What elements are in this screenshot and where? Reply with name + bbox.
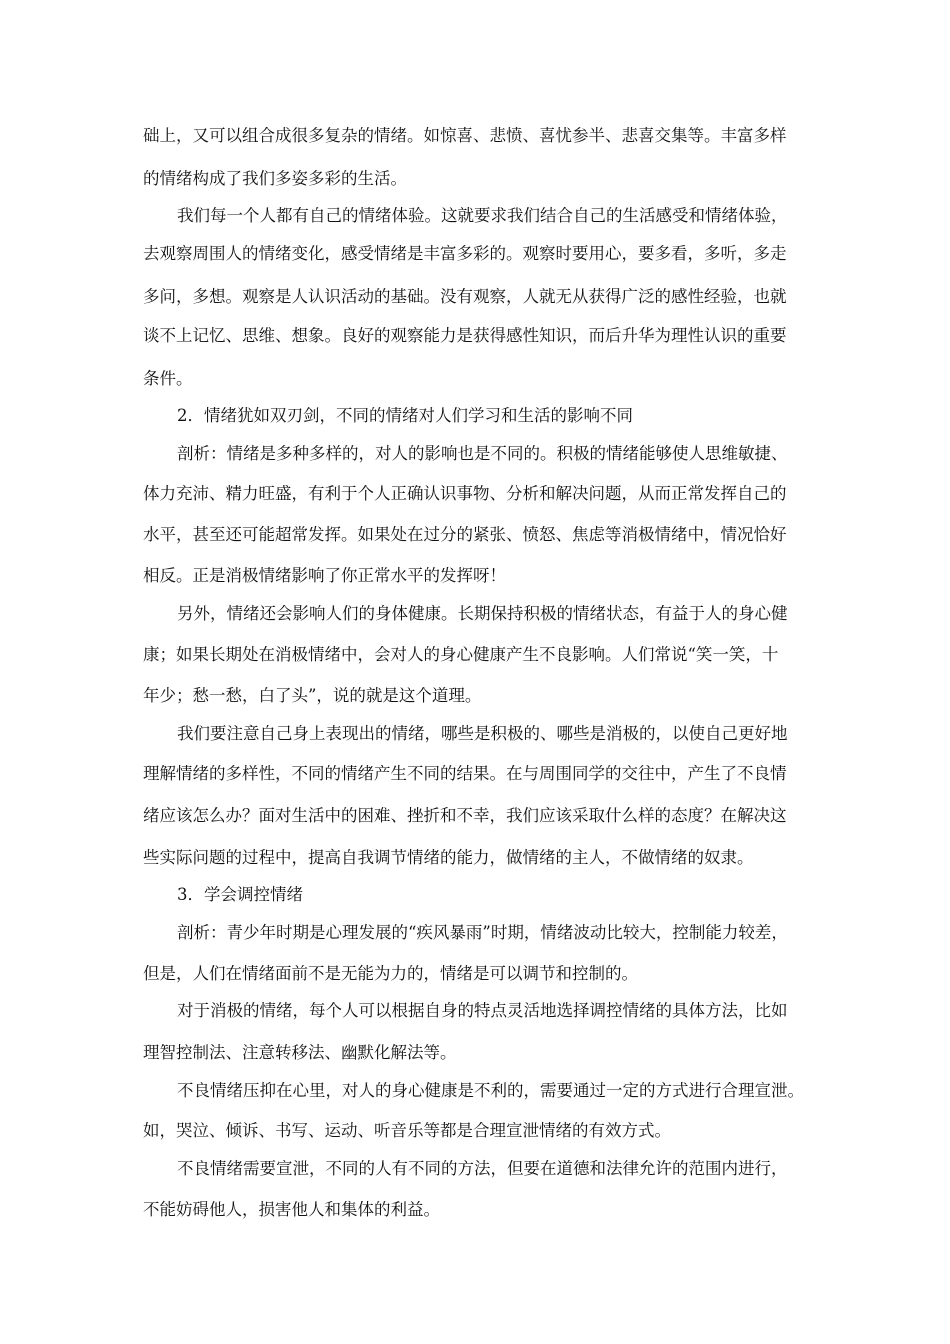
paragraph-first-line: 我们每一个人都有自己的情绪体验。这就要求我们结合自己的生活感受和情绪体验， [177, 206, 788, 225]
paragraph-first-line: 对于消极的情绪，每个人可以根据自身的特点灵活地选择调控情绪的具体方法，比如 [177, 1001, 788, 1020]
text-line: 础上，又可以组合成很多复杂的情绪。如惊喜、悲愤、喜忧参半、悲喜交集等。丰富多样 [143, 126, 787, 145]
text-line: 去观察周围人的情绪变化，感受情绪是丰富多彩的。观察时要用心，要多看，多听，多走 [143, 244, 787, 263]
text-line: 的情绪构成了我们多姿多彩的生活。 [143, 169, 407, 188]
paragraph-first-line: 另外，情绪还会影响人们的身体健康。长期保持积极的情绪状态，有益于人的身心健 [177, 604, 788, 623]
text-line: 康；如果长期处在消极情绪中，会对人的身心健康产生不良影响。人们常说“笑一笑，十 [143, 645, 779, 664]
text-line: 不能妨碍他人，损害他人和集体的利益。 [143, 1200, 440, 1219]
text-line: 年少；愁一愁，白了头”，说的就是这个道理。 [143, 686, 482, 705]
section-heading: 3．学会调控情绪 [177, 885, 303, 904]
paragraph-first-line: 剖析：情绪是多种多样的，对人的影响也是不同的。积极的情绪能够使人思维敏捷、 [177, 444, 788, 463]
text-line: 相反。正是消极情绪影响了你正常水平的发挥呀！ [143, 566, 506, 585]
paragraph-first-line: 不良情绪压抑在心里，对人的身心健康是不利的，需要通过一定的方式进行合理宣泄。 [177, 1081, 804, 1100]
paragraph-first-line: 不良情绪需要宣泄，不同的人有不同的方法，但要在道德和法律允许的范围内进行， [177, 1159, 788, 1178]
text-line: 水平，甚至还可能超常发挥。如果处在过分的紧张、愤怒、焦虑等消极情绪中，情况恰好 [143, 525, 787, 544]
text-line: 理智控制法、注意转移法、幽默化解法等。 [143, 1043, 457, 1062]
text-line: 如，哭泣、倾诉、书写、运动、听音乐等都是合理宣泄情绪的有效方式。 [143, 1121, 671, 1140]
text-line: 体力充沛、精力旺盛，有利于个人正确认识事物、分析和解决问题，从而正常发挥自己的 [143, 484, 787, 503]
text-line: 但是，人们在情绪面前不是无能为力的，情绪是可以调节和控制的。 [143, 964, 638, 983]
text-line: 多问，多想。观察是人认识活动的基础。没有观察，人就无从获得广泛的感性经验，也就 [143, 287, 787, 306]
text-line: 理解情绪的多样性，不同的情绪产生不同的结果。在与周围同学的交往中，产生了不良情 [143, 764, 787, 783]
paragraph-first-line: 剖析：青少年时期是心理发展的“疾风暴雨”时期，情绪波动比较大，控制能力较差， [177, 923, 788, 942]
text-line: 些实际问题的过程中，提高自我调节情绪的能力，做情绪的主人，不做情绪的奴隶。 [143, 848, 754, 867]
text-line: 谈不上记忆、思维、想象。良好的观察能力是获得感性知识，而后升华为理性认识的重要 [143, 326, 787, 345]
section-heading: 2．情绪犹如双刃剑，不同的情绪对人们学习和生活的影响不同 [177, 406, 633, 425]
text-line: 绪应该怎么办？面对生活中的困难、挫折和不幸，我们应该采取什么样的态度？在解决这 [143, 806, 787, 825]
text-line: 条件。 [143, 369, 193, 388]
paragraph-first-line: 我们要注意自己身上表现出的情绪，哪些是积极的、哪些是消极的，以使自己更好地 [177, 724, 788, 743]
